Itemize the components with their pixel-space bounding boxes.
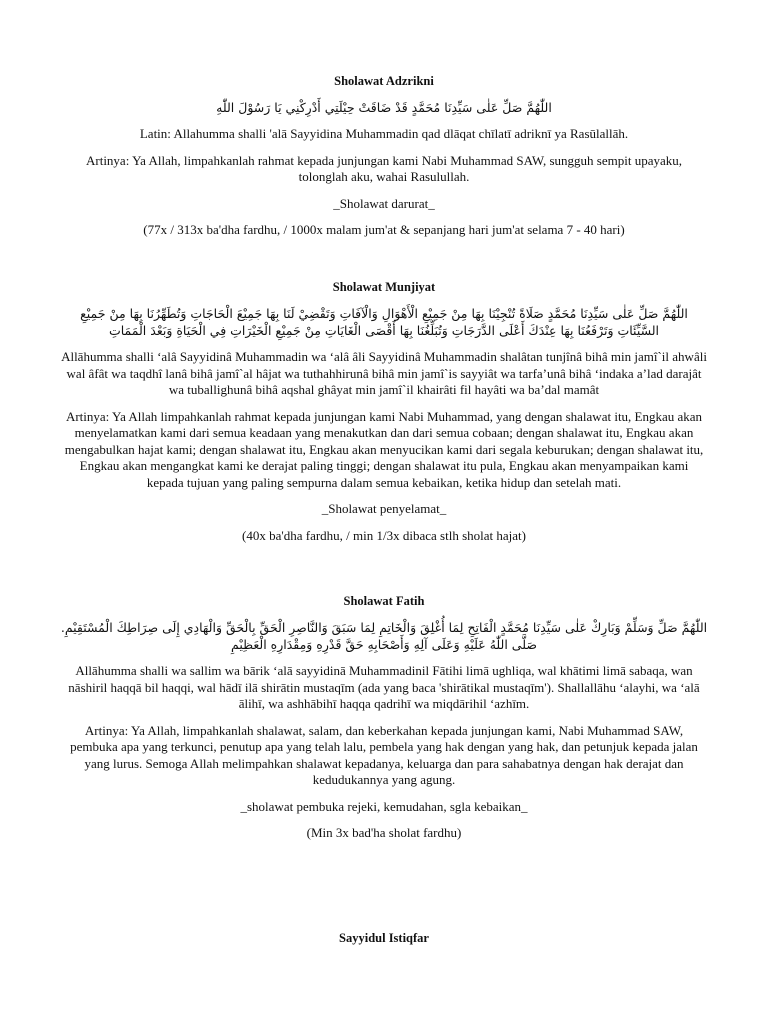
arabic-text: اللّٰهُمَّ صَلِّ عَلٰى سَيِّدِنَا مُحَمَّدٍ قَدْ ضَاقَتْ حِيْلَتِي أَدْرِكْنِي يَا رَسُوْلَ اللّٰهِ [216,100,552,115]
arabic-text: اللّٰهُمَّ صَلِّ عَلٰى سَيِّدِنَا مُحَمَّدٍ صَلَاةً تُنْجِيْنَا بِهَا مِنْ جَمِيْعِ الْأَهْوَالِ وَالْآفَاتِ وَتَقْضِيْ لَنَا بِهَا جَمِيْعَ الْحَاجَاتِ وَتُطَهِّرُنَا بِهَا مِنْ جَمِيْعِ السَّيِّئَاتِ وَتَرْفَعُنَا بِهَا عِنْدَكَ أَعْلَى الدَّرَجَاتِ وَتُبَلِّغُنَا بِهَا أَقْصَى الْغَايَاتِ مِنْ جَمِيْعِ الْخَيْرَاتِ فِي الْحَيَاةِ وَبَعْدَ الْمَمَاتِ [80,306,688,338]
section-munjiyat [60,279,708,544]
translation-text: Artinya: Ya Allah, limpahkanlah rahmat kepada junjungan kami Nabi Muhammad SAW, sungguh sempit upayaku, tolonglah aku, wahai Rasulullah. [85,152,683,184]
count-text: (77x / 313x ba'dha fardhu, / 1000x malam jum'at & sepanjang hari jum'at selama 7 - 40 hari) [143,222,625,237]
latin-transliteration: Allāhumma shalli ‘alâ Sayyidinâ Muhammadin wa ‘alâ âli Sayyidinâ Muhammadin shalâtan tunjînâ bihâ min jamî`il ahwâli wal âfât wa taqdhî lanâ bihâ jamî`al hâjat wa tuthahhirunâ bihâ min jamî`is sayyiât wa tarfa’unâ bihâ ‘indaka a’lad darajât wa tuballighunâ bihâ aqshal ghâyat min jamî`il khairâti fil hayâti wa ba’dal mamât [61,349,707,397]
count-text: (Min 3x bad'ha sholat fardhu) [306,825,462,840]
note-text: _Sholawat penyelamat_ [321,501,447,516]
section-title: Sholawat Adzrikni [334,74,434,88]
translation-text: Artinya: Ya Allah, limpahkanlah shalawat, salam, dan keberkahan kepada junjungan kami, Nabi Muhammad SAW, pembuka apa yang terkunci, penutup apa yang telah lalu, pembela yang hak dengan yang hak, dan petunjuk kepada jalan yang lurus. Semoga Allah melimpahkan shalawat kepadanya, keluarga dan para sahabatnya dengan hak derajat dan kedudukannya yang agung. [70,722,698,787]
section-title: Sholawat Munjiyat [332,280,436,294]
latin-transliteration: Latin: Allahumma shalli 'alā Sayyidina Muhammadin qad dlāqat chīlatī adriknī ya Rasūlallāh. [139,126,629,141]
note-text: _Sholawat darurat_ [333,195,435,211]
arabic-text: اللّٰهُمَّ صَلِّ وَسَلِّمْ وَبَارِكْ عَلٰى سَيِّدِنَا مُحَمَّدٍ الْفَاتِحِ لِمَا أُغْلِقَ وَالْخَاتِمِ لِمَا سَبَقَ وَالنَّاصِرِ الْحَقِّ بِالْحَقِّ وَالْهَادِي إِلَى صِرَاطِكَ الْمُسْتَقِيْمِ. صَلَّى اللّٰهُ عَلَيْهِ وَعَلَى آلِهِ وَأَصْحَابِهِ حَقَّ قَدْرِهِ وَمِقْدَارِهِ الْعَظِيْمِ [60,620,708,652]
note-text: _sholawat pembuka rejeki, kemudahan, sgla kebaikan_ [240,798,528,814]
section-adzrikni [60,73,708,239]
section-title: Sayyidul Istiqfar [339,931,429,945]
section-sayyidul-istiqfar [60,930,708,946]
section-title: Sholawat Fatih [343,594,425,608]
latin-transliteration: Allāhumma shalli wa sallim wa bārik ‘alā sayyidinā Muhammadinil Fātihi limā ughliqa, wal khātimi limā sabaqa, wan nāshiril haqqā bil haqqi, wal hādī ilā shirātin mustaqīm (ada yang baca 'shirātikal mustaqīm'). Shallallāhu ‘alayhi, wa ‘alā ālihī, wa ashhābihī haqqa qadrihī wa miqdārihil ‘azhīm. [68,663,700,711]
section-fatih [60,593,708,842]
count-text: (40x ba'dha fardhu, / min 1/3x dibaca stlh sholat hajat) [242,527,526,543]
translation-text: Artinya: Ya Allah limpahkanlah rahmat kepada junjungan kami Nabi Muhammad, yang dengan shalawat itu, Engkau akan menyelamatkan kami dari semua keadaan yang menakutkan dan dari semua cobaan; dengan shalawat itu, Engkau akan mengabulkan hajat kami; dengan shalawat itu, Engkau akan menyucikan kami dari segala keburukan; dengan shalawat itu, Engkau akan mengangkat kami ke derajat paling tinggi; dengan shalawat itu pula, Engkau akan menyampaikan kami kepada tujuan yang paling sempurna dalam semua kebaikan, ketika hidup dan setelah mati. [64,408,704,490]
